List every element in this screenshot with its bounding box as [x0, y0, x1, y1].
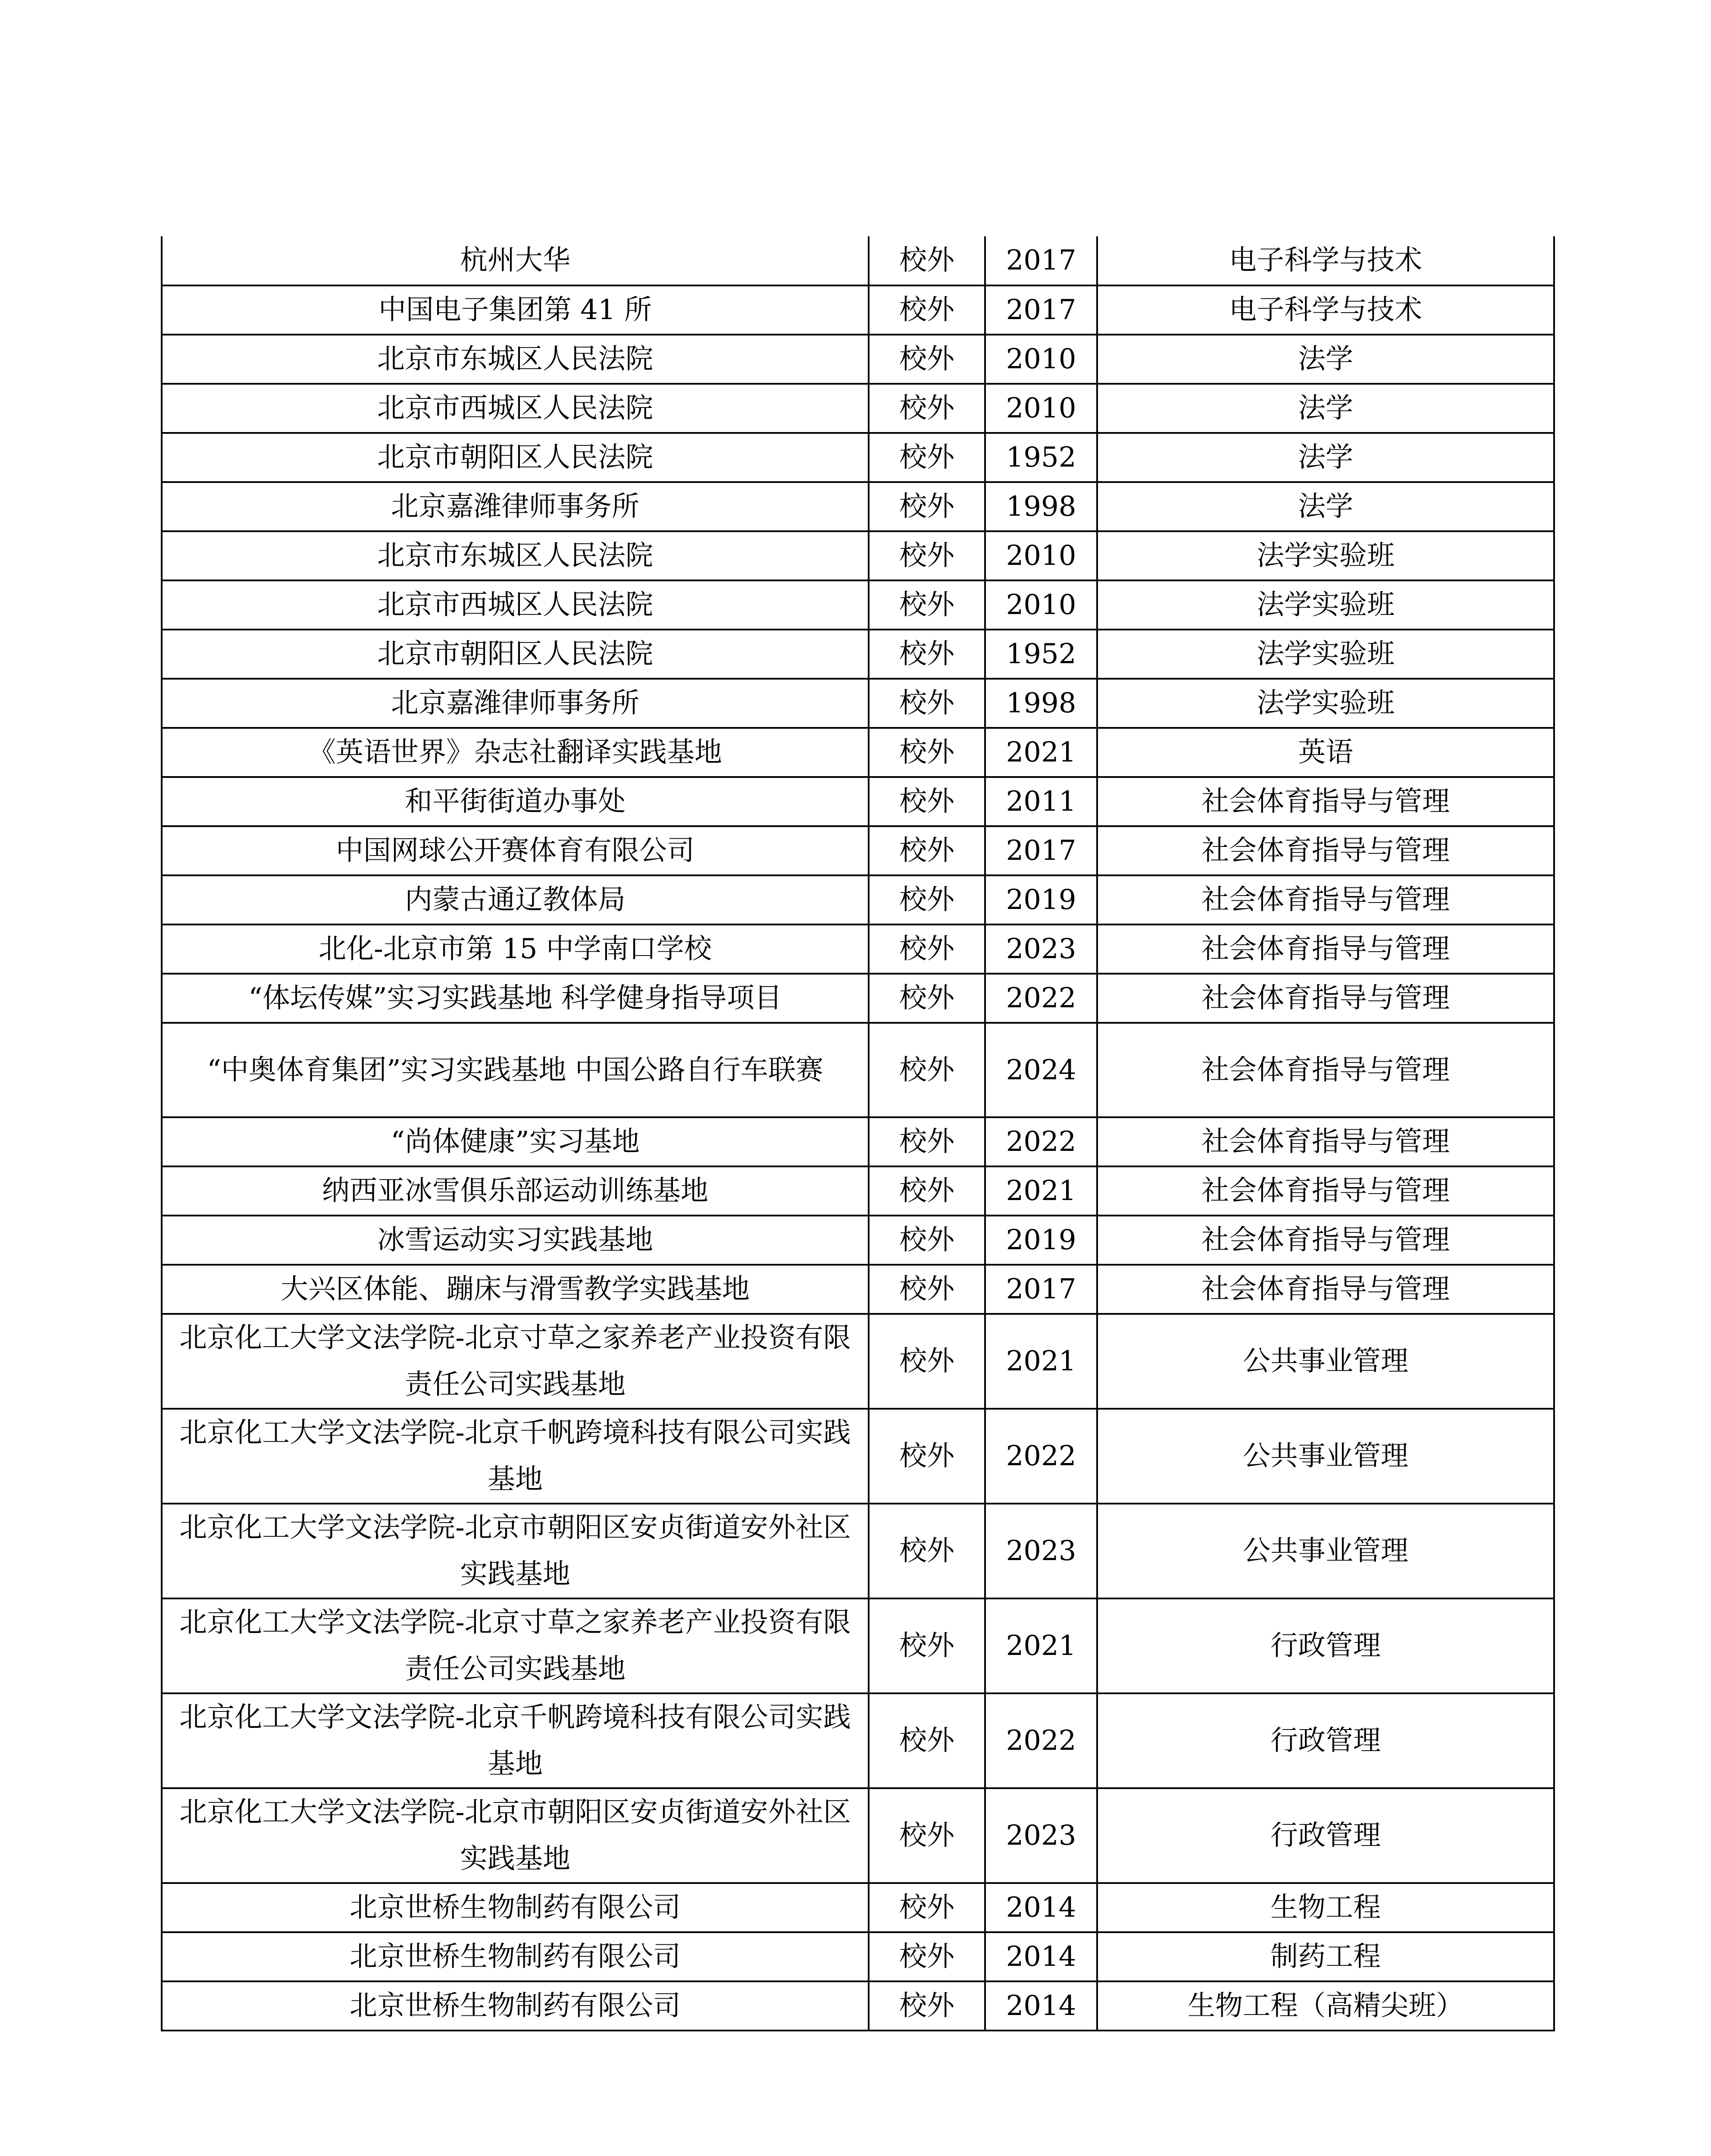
table-row: [162, 728, 1554, 777]
major-cell: 电子科学与技术: [1097, 236, 1554, 285]
table-row: [162, 236, 1554, 285]
major-cell: 生物工程: [1097, 1883, 1554, 1932]
base-name-cell: 北京化工大学文法学院-北京市朝阳区安贞街道安外社区实践基地: [162, 1788, 869, 1883]
base-name-cell: 北京化工大学文法学院-北京寸草之家养老产业投资有限责任公司实践基地: [162, 1598, 869, 1693]
major-cell: 电子科学与技术: [1097, 285, 1554, 335]
major-cell: 社会体育指导与管理: [1097, 1023, 1554, 1117]
year-cell: 2010: [985, 531, 1097, 580]
base-name-cell: 北京化工大学文法学院-北京千帆跨境科技有限公司实践基地: [162, 1409, 869, 1504]
major-cell: 制药工程: [1097, 1932, 1554, 1981]
base-type-cell: 校外: [869, 679, 985, 728]
base-type-cell: 校外: [869, 1504, 985, 1598]
base-name-cell: 北京世桥生物制药有限公司: [162, 1981, 869, 2031]
base-type-cell: 校外: [869, 1023, 985, 1117]
year-cell: 2023: [985, 1504, 1097, 1598]
table-row: [162, 531, 1554, 580]
table-row: [162, 1166, 1554, 1216]
base-name-cell: 和平街街道办事处: [162, 777, 869, 826]
base-type-cell: 校外: [869, 1216, 985, 1265]
base-name-cell: 北京嘉潍律师事务所: [162, 679, 869, 728]
table-row: [162, 630, 1554, 679]
base-name-cell: 北京市西城区人民法院: [162, 580, 869, 630]
year-cell: 2023: [985, 924, 1097, 974]
base-type-cell: 校外: [869, 1883, 985, 1932]
table-row: [162, 482, 1554, 531]
base-type-cell: 校外: [869, 236, 985, 285]
major-cell: 社会体育指导与管理: [1097, 777, 1554, 826]
year-cell: 2022: [985, 974, 1097, 1023]
major-cell: 社会体育指导与管理: [1097, 1216, 1554, 1265]
base-name-cell: 大兴区体能、蹦床与滑雪教学实践基地: [162, 1265, 869, 1314]
year-cell: 2024: [985, 1023, 1097, 1117]
major-cell: 公共事业管理: [1097, 1504, 1554, 1598]
year-cell: 2017: [985, 1265, 1097, 1314]
base-type-cell: 校外: [869, 335, 985, 384]
base-type-cell: 校外: [869, 433, 985, 482]
year-cell: 2022: [985, 1693, 1097, 1788]
base-name-cell: 北京化工大学文法学院-北京市朝阳区安贞街道安外社区实践基地: [162, 1504, 869, 1598]
base-type-cell: 校外: [869, 1598, 985, 1693]
base-type-cell: 校外: [869, 1117, 985, 1166]
major-cell: 社会体育指导与管理: [1097, 924, 1554, 974]
table-row: [162, 1883, 1554, 1932]
major-cell: 社会体育指导与管理: [1097, 974, 1554, 1023]
major-cell: 社会体育指导与管理: [1097, 1117, 1554, 1166]
base-name-cell: 北化-北京市第 15 中学南口学校: [162, 924, 869, 974]
major-cell: 法学: [1097, 482, 1554, 531]
table-row: [162, 1314, 1554, 1409]
base-type-cell: 校外: [869, 1788, 985, 1883]
year-cell: 1998: [985, 482, 1097, 531]
year-cell: 2019: [985, 1216, 1097, 1265]
table-row: [162, 1598, 1554, 1693]
table-row: [162, 974, 1554, 1023]
table-row: [162, 433, 1554, 482]
year-cell: 2010: [985, 384, 1097, 433]
major-cell: 行政管理: [1097, 1598, 1554, 1693]
base-type-cell: 校外: [869, 630, 985, 679]
base-type-cell: 校外: [869, 728, 985, 777]
major-cell: 法学实验班: [1097, 580, 1554, 630]
year-cell: 2021: [985, 1166, 1097, 1216]
year-cell: 2019: [985, 875, 1097, 924]
major-cell: 法学: [1097, 433, 1554, 482]
table-row: [162, 335, 1554, 384]
year-cell: 2022: [985, 1409, 1097, 1504]
practice-base-table: [161, 236, 1555, 2031]
table-row: [162, 285, 1554, 335]
base-name-cell: 《英语世界》杂志社翻译实践基地: [162, 728, 869, 777]
base-name-cell: 北京嘉潍律师事务所: [162, 482, 869, 531]
major-cell: 法学实验班: [1097, 531, 1554, 580]
base-name-cell: “体坛传媒”实习实践基地 科学健身指导项目: [162, 974, 869, 1023]
year-cell: 2014: [985, 1932, 1097, 1981]
major-cell: 社会体育指导与管理: [1097, 875, 1554, 924]
major-cell: 法学: [1097, 335, 1554, 384]
major-cell: 法学: [1097, 384, 1554, 433]
year-cell: 2017: [985, 826, 1097, 875]
year-cell: 1952: [985, 630, 1097, 679]
base-type-cell: 校外: [869, 924, 985, 974]
major-cell: 社会体育指导与管理: [1097, 1166, 1554, 1216]
table-row: [162, 1265, 1554, 1314]
base-name-cell: 北京市朝阳区人民法院: [162, 433, 869, 482]
base-type-cell: 校外: [869, 1932, 985, 1981]
table-row: [162, 875, 1554, 924]
year-cell: 2010: [985, 335, 1097, 384]
year-cell: 2022: [985, 1117, 1097, 1166]
year-cell: 2023: [985, 1788, 1097, 1883]
base-name-cell: 北京市西城区人民法院: [162, 384, 869, 433]
major-cell: 公共事业管理: [1097, 1409, 1554, 1504]
major-cell: 英语: [1097, 728, 1554, 777]
year-cell: 1998: [985, 679, 1097, 728]
base-name-cell: 中国网球公开赛体育有限公司: [162, 826, 869, 875]
year-cell: 2021: [985, 728, 1097, 777]
base-name-cell: 北京化工大学文法学院-北京千帆跨境科技有限公司实践基地: [162, 1693, 869, 1788]
year-cell: 2017: [985, 236, 1097, 285]
base-type-cell: 校外: [869, 285, 985, 335]
year-cell: 2017: [985, 285, 1097, 335]
year-cell: 2011: [985, 777, 1097, 826]
table-row: [162, 1117, 1554, 1166]
base-type-cell: 校外: [869, 1265, 985, 1314]
base-name-cell: 北京化工大学文法学院-北京寸草之家养老产业投资有限责任公司实践基地: [162, 1314, 869, 1409]
base-type-cell: 校外: [869, 826, 985, 875]
table-row: [162, 679, 1554, 728]
table-row: [162, 1023, 1554, 1117]
year-cell: 2021: [985, 1314, 1097, 1409]
table-row: [162, 777, 1554, 826]
major-cell: 法学实验班: [1097, 679, 1554, 728]
base-name-cell: 内蒙古通辽教体局: [162, 875, 869, 924]
base-type-cell: 校外: [869, 1314, 985, 1409]
major-cell: 社会体育指导与管理: [1097, 826, 1554, 875]
table-row: [162, 1693, 1554, 1788]
base-name-cell: 北京市东城区人民法院: [162, 531, 869, 580]
base-type-cell: 校外: [869, 1981, 985, 2031]
base-type-cell: 校外: [869, 1409, 985, 1504]
base-name-cell: 北京市朝阳区人民法院: [162, 630, 869, 679]
base-type-cell: 校外: [869, 384, 985, 433]
table-row: [162, 384, 1554, 433]
table-row: [162, 1932, 1554, 1981]
table-row: [162, 1409, 1554, 1504]
major-cell: 行政管理: [1097, 1693, 1554, 1788]
base-name-cell: 纳西亚冰雪俱乐部运动训练基地: [162, 1166, 869, 1216]
table-row: [162, 1504, 1554, 1598]
base-type-cell: 校外: [869, 777, 985, 826]
year-cell: 2014: [985, 1883, 1097, 1932]
table-row: [162, 924, 1554, 974]
table-row: [162, 1216, 1554, 1265]
major-cell: 公共事业管理: [1097, 1314, 1554, 1409]
base-type-cell: 校外: [869, 482, 985, 531]
base-type-cell: 校外: [869, 974, 985, 1023]
base-type-cell: 校外: [869, 580, 985, 630]
base-name-cell: “中奥体育集团”实习实践基地 中国公路自行车联赛: [162, 1023, 869, 1117]
base-name-cell: 北京世桥生物制药有限公司: [162, 1883, 869, 1932]
base-name-cell: 北京市东城区人民法院: [162, 335, 869, 384]
table-row: [162, 1788, 1554, 1883]
major-cell: 生物工程（高精尖班）: [1097, 1981, 1554, 2031]
year-cell: 2010: [985, 580, 1097, 630]
year-cell: 1952: [985, 433, 1097, 482]
table-row: [162, 580, 1554, 630]
base-name-cell: 冰雪运动实习实践基地: [162, 1216, 869, 1265]
base-type-cell: 校外: [869, 531, 985, 580]
major-cell: 社会体育指导与管理: [1097, 1265, 1554, 1314]
base-name-cell: “尚体健康”实习基地: [162, 1117, 869, 1166]
base-name-cell: 杭州大华: [162, 236, 869, 285]
base-name-cell: 中国电子集团第 41 所: [162, 285, 869, 335]
table-row: [162, 1981, 1554, 2031]
year-cell: 2014: [985, 1981, 1097, 2031]
table-row: [162, 826, 1554, 875]
base-type-cell: 校外: [869, 875, 985, 924]
major-cell: 行政管理: [1097, 1788, 1554, 1883]
base-type-cell: 校外: [869, 1166, 985, 1216]
base-type-cell: 校外: [869, 1693, 985, 1788]
base-name-cell: 北京世桥生物制药有限公司: [162, 1932, 869, 1981]
major-cell: 法学实验班: [1097, 630, 1554, 679]
year-cell: 2021: [985, 1598, 1097, 1693]
